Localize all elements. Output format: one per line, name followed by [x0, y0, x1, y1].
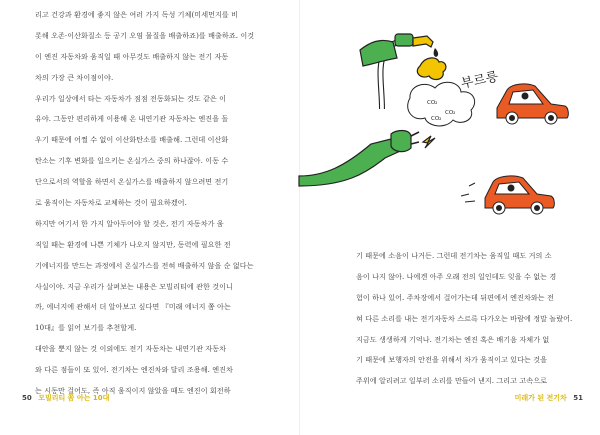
book-title: 모빌리티 쫌 아는 10대: [38, 394, 110, 402]
text-line: 탄소는 기후 변화를 일으키는 온실가스 중의 하나잖아. 이동 수: [35, 156, 229, 166]
co2-label: CO₂: [427, 100, 438, 106]
chapter-title: 미래가 된 전기차: [514, 394, 567, 402]
text-line: 우리가 일상에서 타는 자동차가 점점 전동화되는 것도 같은 이: [35, 93, 227, 103]
text-line: 는 시동만 걸어도, 즉 아직 움직이지 않았을 때도 엔진이 회전하: [35, 386, 231, 396]
ev-illustration: [285, 26, 575, 222]
text-line: 리고 건강과 환경에 좋지 않은 여러 가지 독성 기체(미세먼지를 비: [35, 10, 239, 19]
electric-plug-icon: [299, 131, 435, 187]
page-number: 51: [573, 394, 583, 402]
co2-label: CO₂: [445, 110, 456, 116]
text-line: 지금도 생생하게 기억나. 전기차는 엔진 혹은 배기음 자체가 없: [356, 334, 550, 344]
text-line: 대안을 뿐지 않는 것 이외에도 전기 자동차는 내연기관 자동차: [35, 344, 227, 354]
electric-car-icon: [461, 176, 554, 214]
text-line: 단으로서의 역할을 하면서 온실가스를 배출하지 않으려면 전기: [35, 177, 229, 187]
text-line: 이 엔진 자동차와 움직일 때 아무것도 배출하지 않는 전기 자동: [35, 51, 229, 61]
text-line: 10대』를 읽어 보기를 추천할게.: [35, 323, 137, 333]
text-line: 직일 때는 환경에 나쁜 기체가 나오지 않지만, 동력에 필요한 전: [35, 239, 231, 249]
gas-car-icon: [497, 84, 568, 124]
engine-sound-text: 부르릉: [459, 69, 500, 92]
left-page-text: [35, 5, 275, 402]
text-line: 유야. 그동안 편리하게 이용해 온 내연기관 자동차는 엔진을 돌: [35, 114, 229, 124]
text-line: 와 다른 점들이 또 있어. 전기차는 엔진차와 달리 조용해. 엔진차: [35, 365, 233, 375]
right-page-text: [356, 246, 588, 392]
right-footer: [515, 393, 587, 403]
text-line: 우기 때문에 어쩔 수 없이 이산화탄소를 배출해. 그런데 이산화: [35, 135, 229, 145]
text-line: 까, 에너지에 관해서 더 알아보고 싶다면 『미래 에너지 쫌 아는: [35, 302, 231, 312]
text-line: 롯해 오존·이산화질소 등 공기 오염 물질을 배출하죠)를 배출하죠. 이것: [35, 30, 255, 40]
text-line: 기 때문에 소음이 나거든. 그런데 전기차는 움직일 때도 거의 소: [356, 251, 552, 260]
text-line: 혀 다른 소리를 내는 전기자동차 스르륵 다가오는 바람에 정말 놀랐어.: [356, 313, 573, 323]
text-line: 하지만 여기서 한 가지 알아두어야 할 것은, 전기 자동차가 움: [35, 218, 224, 228]
text-line: 주위에 알리려고 일부러 소리를 만들어 낸지. 그리고 고속으로: [356, 376, 548, 386]
text-line: 험이 하나 있어. 주차장에서 걸어가는데 뒤편에서 엔진차와는 전: [356, 292, 554, 302]
text-line: 사실이야. 지금 우리가 살펴보는 내용은 모빌리티에 관한 것이니: [35, 281, 233, 291]
text-line: 차의 가장 큰 차이점이야.: [35, 72, 114, 82]
text-line: 로 움직이는 자동차로 교체하는 것이 필요하겠어.: [35, 198, 187, 208]
text-line: 기 때문에 보행자의 안전을 위해서 차가 움직이고 있다는 것을: [356, 355, 548, 365]
text-line: 기에너지를 만드는 과정에서 온실가스를 전혀 배출하지 않을 순 없다는: [35, 260, 254, 270]
text-line: 음이 나지 않아. 나에겐 아주 오래 전의 일인데도 잊을 수 없는 경: [356, 271, 557, 281]
page-number: 50: [22, 394, 32, 402]
left-footer: [18, 393, 109, 403]
co2-label: CO₂: [431, 116, 442, 122]
